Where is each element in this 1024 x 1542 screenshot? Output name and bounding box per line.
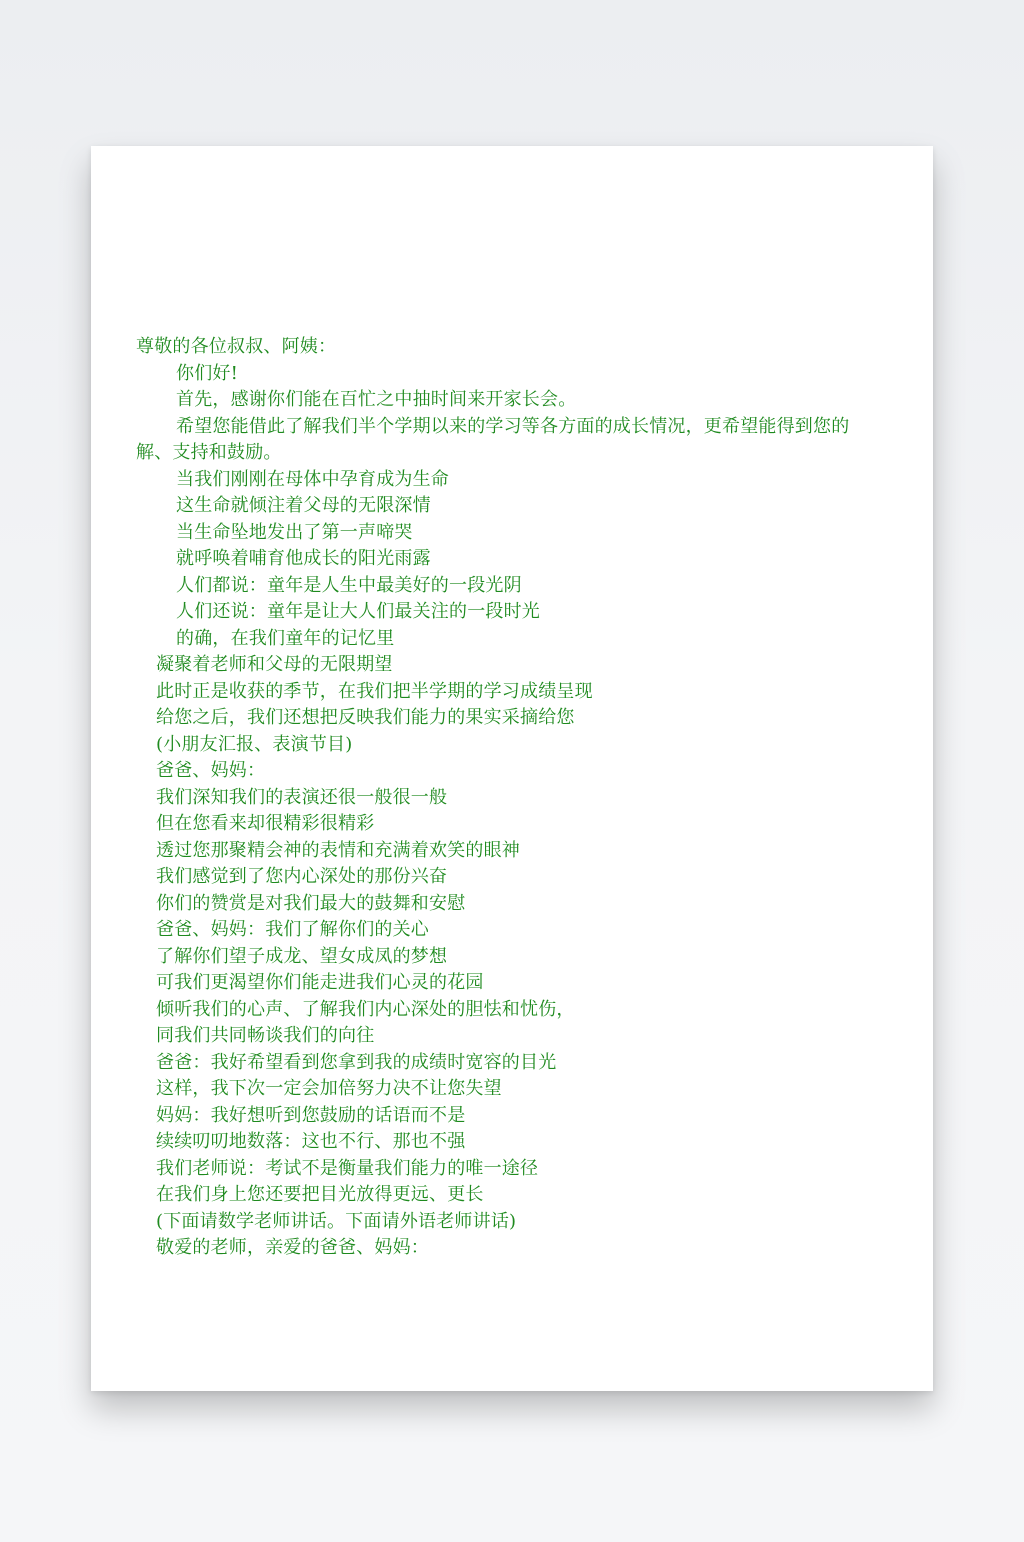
text-line: 这生命就倾注着父母的无限深情 — [176, 495, 431, 516]
text-line: 此时正是收获的季节，在我们把半学期的学习成绩呈现 — [156, 680, 593, 702]
text-line: 但在您看来却很精彩很精彩 — [156, 813, 375, 834]
text-line: 给您之后，我们还想把反映我们能力的果实采摘给您 — [156, 707, 575, 728]
text-line: 当生命坠地发出了第一声啼哭 — [176, 521, 413, 543]
text-line: 同我们共同畅谈我们的向往 — [156, 1025, 375, 1046]
document-page — [91, 146, 933, 1391]
text-line: 了解你们望子成龙、望女成凤的梦想 — [156, 945, 448, 967]
text-line: 可我们更渴望你们能走进我们心灵的花园 — [156, 972, 484, 993]
text-line: 透过您那聚精会神的表情和充满着欢笑的眼神 — [156, 839, 520, 861]
text-line: 我们感觉到了您内心深处的那份兴奋 — [156, 866, 448, 887]
text-line: 我们深知我们的表演还很一般很一般 — [156, 786, 448, 808]
text-line: 凝聚着老师和父母的无限期望 — [156, 654, 393, 675]
text-line: 爸爸、妈妈： — [156, 760, 266, 781]
text-line: 你们好! — [176, 362, 239, 384]
text-line: 希望您能借此了解我们半个学期以来的学习等各方面的成长情况，更希望能得到您的 — [176, 415, 850, 437]
speech-text-body — [136, 334, 926, 1262]
text-line: 我们老师说：考试不是衡量我们能力的唯一途径 — [156, 1157, 539, 1179]
closing-salutation-line: 敬爱的老师，亲爱的爸爸、妈妈： — [156, 1237, 429, 1258]
text-line: 倾听我们的心声、了解我们内心深处的胆怯和忧伤， — [156, 998, 575, 1020]
text-line: 妈妈：我好想听到您鼓励的话语而不是 — [156, 1104, 466, 1126]
greeting-line: 尊敬的各位叔叔、阿姨： — [136, 336, 337, 357]
text-line: 在我们身上您还要把目光放得更远、更长 — [156, 1184, 484, 1205]
text-line: 人们还说：童年是让大人们最关注的一段时光 — [176, 601, 540, 622]
text-line: 你们的赞赏是对我们最大的鼓舞和安慰 — [156, 892, 466, 914]
text-line: 人们都说：童年是人生中最美好的一段光阴 — [176, 574, 522, 596]
text-line: 的确，在我们童年的记忆里 — [176, 627, 395, 649]
text-line: 就呼唤着哺育他成长的阳光雨露 — [176, 548, 431, 569]
text-line: 爸爸：我好希望看到您拿到我的成绩时宽容的目光 — [156, 1051, 557, 1073]
text-line: 爸爸、妈妈：我们了解你们的关心 — [156, 919, 429, 940]
text-line: 这样，我下次一定会加倍努力决不让您失望 — [156, 1078, 502, 1099]
text-line: 续续叨叨地数落：这也不行、那也不强 — [156, 1131, 466, 1152]
text-line: (小朋友汇报、表演节目) — [156, 733, 353, 755]
text-line: 解、支持和鼓励。 — [136, 442, 282, 463]
text-line: 首先，感谢你们能在百忙之中抽时间来开家长会。 — [176, 389, 577, 410]
text-line: (下面请数学老师讲话。下面请外语老师讲话) — [156, 1210, 517, 1232]
text-line: 当我们刚刚在母体中孕育成为生命 — [176, 468, 449, 490]
